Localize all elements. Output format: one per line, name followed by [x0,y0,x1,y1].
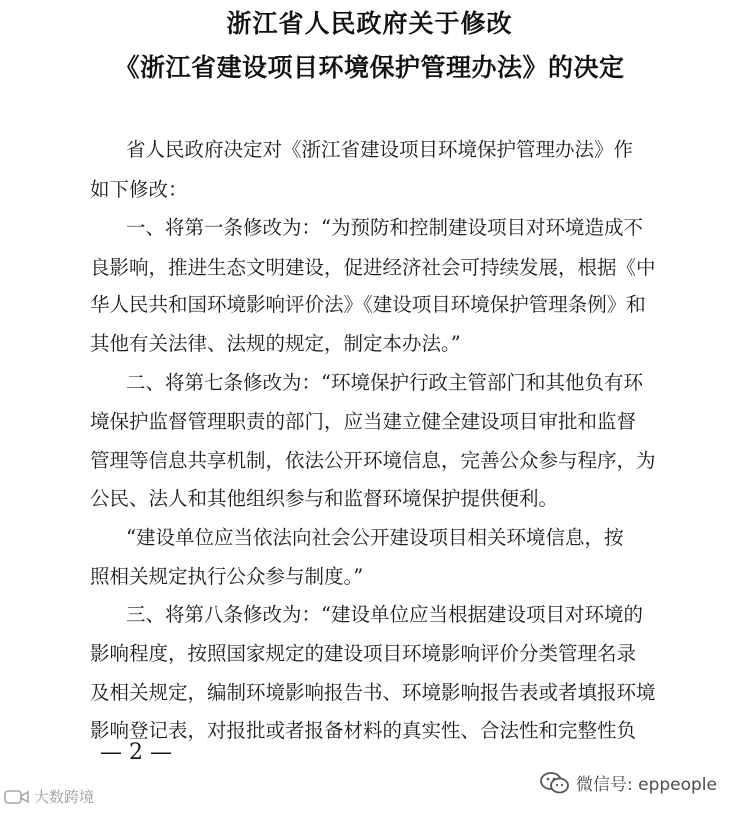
body-line-10: 公民、法人和其他组织参与和监督环境保护提供便利。 [90,487,559,510]
body-line-11: “建设单位应当依法向社会公开建设项目相关环境信息，按 [126,526,624,549]
source-watermark [4,786,94,807]
body-line-14: 影响程度，按照国家规定的建设项目环境影响评价分类管理名录 [90,642,637,665]
video-icon [4,787,30,807]
body-line-1: 省人民政府决定对《浙江省建设项目环境保护管理办法》作 [126,138,634,161]
body-line-12: 照相关规定执行公众参与制度。” [90,565,364,588]
source-watermark-text: 大数跨境 [34,788,95,806]
body-line-16: 影响登记表，对报批或者报备材料的真实性、合法性和完整性负 [90,719,637,742]
body-line-5: 华人民共和国环境影响评价法》《建设项目环境保护管理条例》和 [90,293,646,316]
body-line-6: 其他有关法律、法规的规定，制定本办法。” [90,332,461,355]
body-line-8: 境保护监督管理职责的部门，应当建立健全建设项目审批和监督 [90,410,637,433]
body-line-15: 及相关规定，编制环境影响报告书、环境影响报告表或者填报环境 [90,681,656,704]
document-title-line-1: 浙江省人民政府关于修改 [226,9,513,38]
wechat-watermark [540,770,717,795]
body-line-7: 二、将第七条修改为：“环境保护行政主管部门和其他负有环 [126,371,643,394]
body-line-9: 管理等信息共享机制，依法公开环境信息，完善公众参与程序，为 [90,449,656,472]
document-title-line-2: 《浙江省建设项目环境保护管理办法》的决定 [114,53,625,82]
body-line-3: 一、将第一条修改为：“为预防和控制建设项目对环境造成不 [126,216,643,239]
body-line-4: 良影响，推进生态文明建设，促进经济社会可持续发展，根据《中 [90,256,656,279]
body-line-2: 如下修改： [90,178,188,201]
page-number: — 2 — [100,740,172,765]
body-line-13: 三、将第八条修改为：“建设单位应当根据建设项目对环境的 [126,603,643,626]
wechat-watermark-text: 微信号: eppeople [575,775,717,795]
wechat-icon [540,771,570,795]
